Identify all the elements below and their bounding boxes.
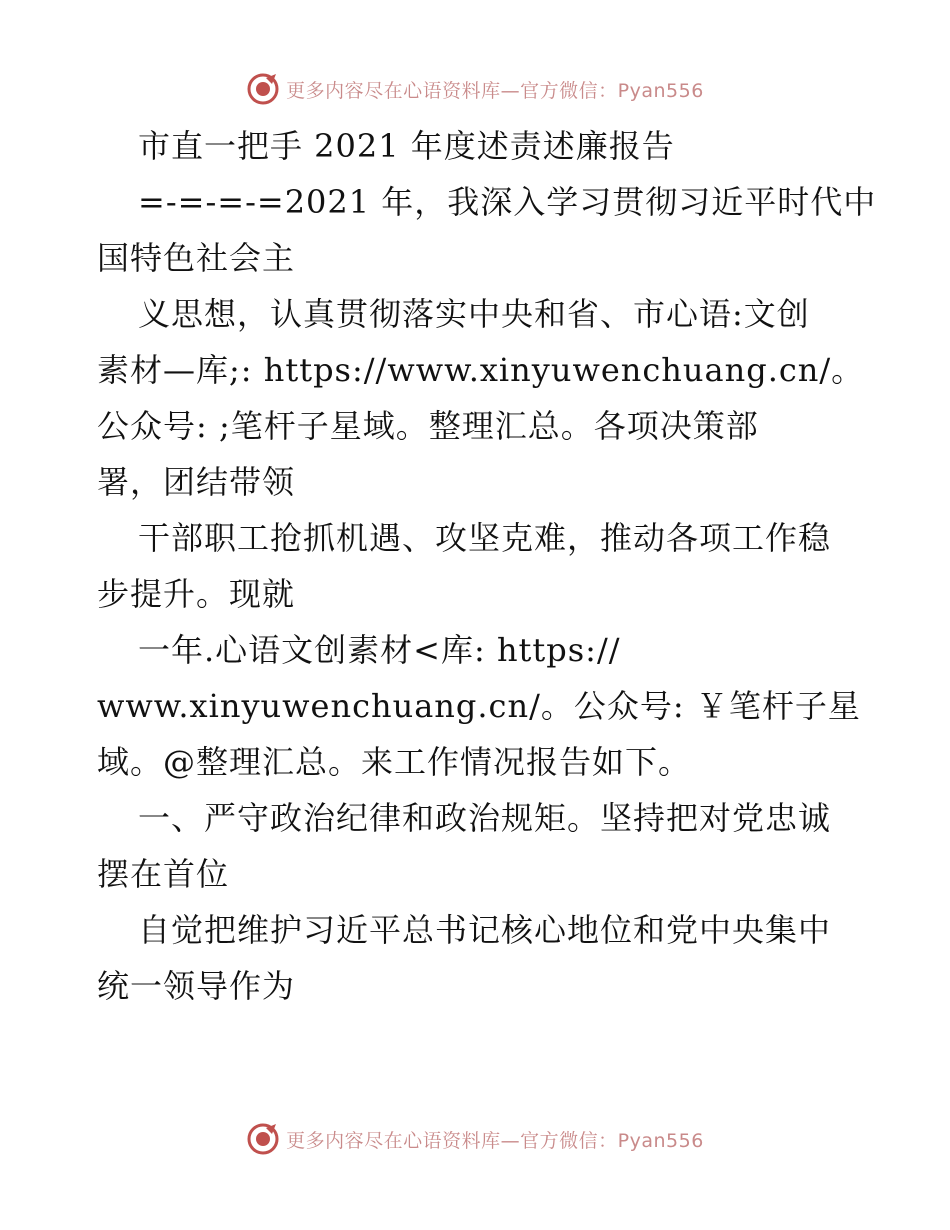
text-line: 步提升。现就: [97, 575, 296, 613]
logo-icon: [246, 1122, 280, 1156]
text-line: 统一领导作为: [97, 967, 296, 1005]
text-line: 干部职工抢抓机遇、攻坚克难，推动各项工作稳: [138, 519, 832, 557]
text-line: www.xinyuwenchuang.cn/。公众号: ￥笔杆子星: [97, 687, 861, 725]
text-line: 一、严守政治纪律和政治规矩。坚持把对党忠诚: [138, 799, 832, 837]
text-line: =-=-=-=2021 年，我深入学习贯彻习近平时代中: [138, 183, 877, 221]
footer-banner: [0, 1122, 950, 1156]
text-line: 素材—库;: https://www.xinyuwenchuang.cn/。: [97, 351, 865, 389]
text-line: 署，团结带领: [97, 463, 296, 501]
text-line: 一年.心语文创素材<库: https://: [138, 631, 621, 669]
document-body: [97, 118, 877, 1014]
text-line: 义思想，认真贯彻落实中央和省、市心语:文创: [138, 295, 810, 333]
text-line: 摆在首位: [97, 855, 230, 893]
text-line: 国特色社会主: [97, 239, 296, 277]
text-line: 自觉把维护习近平总书记核心地位和党中央集中: [138, 911, 832, 949]
text-line: 市直一把手 2021 年度述责述廉报告: [138, 127, 675, 165]
header-banner: [0, 72, 950, 106]
text-line: 公众号: ;笔杆子星域。整理汇总。各项决策部: [97, 407, 759, 445]
header-banner-text: 更多内容尽在心语资料库—官方微信：Pyan556: [286, 79, 704, 102]
text-line: 域。@整理汇总。来工作情况报告如下。: [97, 743, 692, 781]
logo-icon: [246, 72, 280, 106]
footer-banner-text: 更多内容尽在心语资料库—官方微信：Pyan556: [286, 1129, 704, 1152]
